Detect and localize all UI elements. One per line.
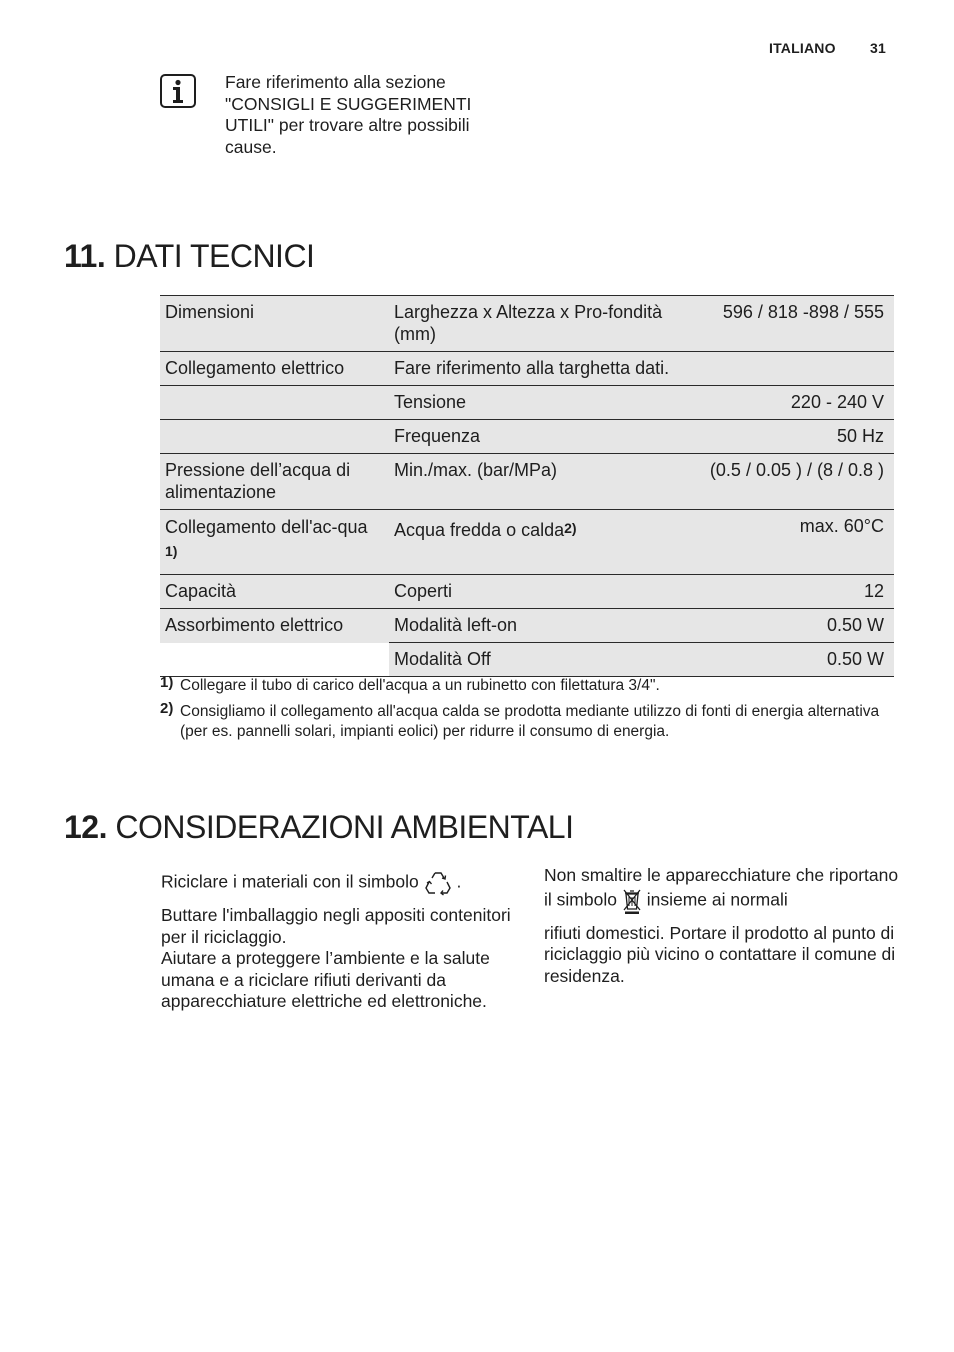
table-row [160, 575, 894, 609]
footnote-text: Collegare il tubo di carico dell'acqua a un rubinetto con filettatura 3/4". [180, 677, 660, 694]
footnote-mark: 1) [160, 674, 174, 691]
section-number: 11. [64, 238, 106, 274]
row-param: Modalità Off [389, 643, 669, 677]
footnote [160, 676, 894, 696]
row-value: 12 [669, 575, 894, 609]
row-param: Tensione [389, 386, 669, 420]
info-note-text: Fare riferimento alla sezione "CONSIGLI E SUGGERIMENTI UTILI" per trovare altre possibili cause. [225, 72, 472, 157]
row-label: Capacità [160, 575, 389, 609]
paragraph: rifiuti domestici. Portare il prodotto al punto di riciclaggio più vicino o contattare il comune di residenza. [544, 922, 896, 986]
footnote [160, 702, 894, 742]
table-row [160, 454, 894, 510]
row-param: Modalità left-on [389, 609, 669, 643]
row-label: Collegamento elettrico [160, 352, 389, 386]
env-right-column [544, 865, 899, 995]
row-value: 220 - 240 V [669, 386, 894, 420]
row-value: (0.5 / 0.05 ) / (8 / 0.8 ) [669, 454, 894, 510]
row-label: Dimensioni [160, 296, 389, 352]
paragraph: Buttare l'imballaggio negli appositi contenitori per il riciclaggio. [161, 905, 511, 947]
row-label: Collegamento dell'ac-qua $^{1)}$ [160, 510, 389, 575]
footnote-ref: 2) [564, 520, 577, 536]
table-row [160, 510, 894, 575]
table-row [160, 352, 894, 386]
table-row [160, 609, 894, 643]
paragraph: Riciclare i materiali con il simbolo . [161, 869, 516, 897]
section-title: DATI TECNICI [113, 238, 315, 274]
section-12-heading [64, 809, 573, 846]
footnote-ref: 1) [165, 543, 178, 559]
row-label: Pressione dell’acqua di alimentazione [160, 454, 389, 510]
table-row [160, 296, 894, 352]
env-left-column [161, 869, 516, 1021]
header-language: ITALIANO [769, 40, 836, 56]
row-param: Frequenza [389, 420, 669, 454]
paragraph: Aiutare a proteggere l’ambiente e la salute umana e a riciclare rifiuti derivanti da apparecchiature elettriche ed elettroniche. [161, 948, 490, 1011]
technical-data-table [160, 295, 894, 677]
footnotes [160, 676, 894, 742]
page-number: 31 [870, 40, 886, 56]
row-value: 596 / 818 -898 / 555 [669, 296, 894, 352]
row-param: Min./max. (bar/MPa) [389, 454, 669, 510]
row-value: 0.50 W [669, 609, 894, 643]
row-param: Larghezza x Altezza x Pro-fondità (mm) [389, 296, 669, 352]
row-value: 0.50 W [669, 643, 894, 677]
table-row [160, 643, 894, 677]
section-number: 12. [64, 809, 107, 845]
footnote-text: Consigliamo il collegamento all'acqua calda se prodotta mediante utilizzo di fonti di energia alternativa (per es. pannelli solari, impianti eolici) per ridurre il consumo di energia. [180, 703, 880, 740]
row-param: Coperti [389, 575, 669, 609]
row-value: 50 Hz [669, 420, 894, 454]
info-icon [160, 74, 196, 108]
table-row [160, 420, 894, 454]
paragraph: Non smaltire le apparecchiature che riportano il simbolo insieme ai normali [544, 865, 899, 915]
section-11-heading [64, 238, 314, 275]
row-param: Fare riferimento alla targhetta dati. [389, 352, 894, 386]
section-title: CONSIDERAZIONI AMBIENTALI [115, 809, 574, 845]
recycle-icon [424, 869, 452, 897]
row-value: max. 60°C [669, 510, 894, 575]
crossed-bin-icon [622, 887, 642, 915]
row-label: Assorbimento elettrico [160, 609, 389, 643]
footnote-mark: 2) [160, 700, 174, 717]
row-param: Acqua fredda o calda$^{2)}$ [389, 510, 669, 575]
table-row [160, 386, 894, 420]
